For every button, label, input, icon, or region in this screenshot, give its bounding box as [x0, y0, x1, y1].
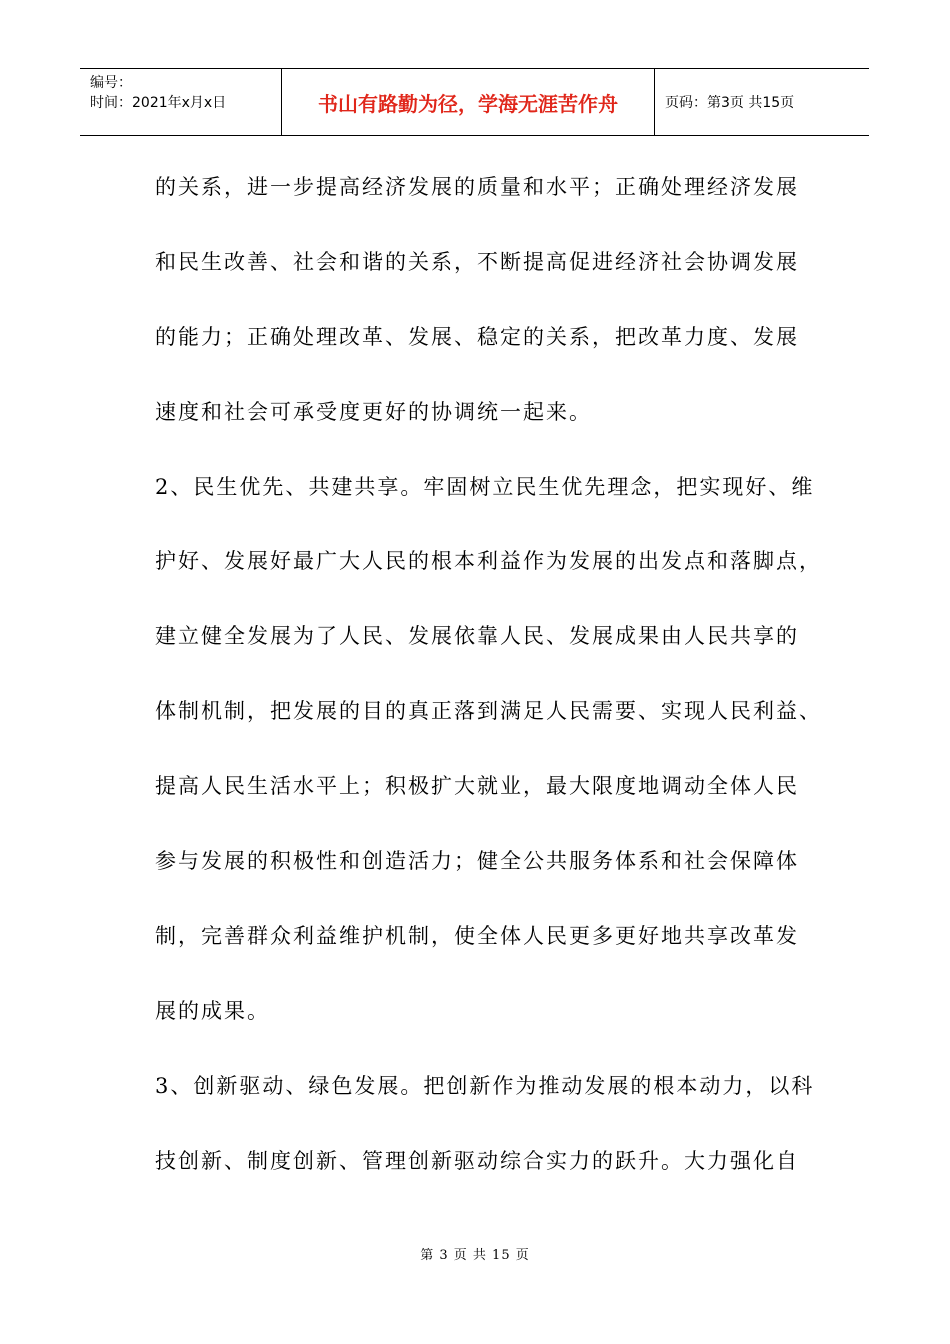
body-line: 制，完善群众利益维护机制，使全体人民更多更好地共享改革发: [155, 923, 799, 948]
page-footer: [0, 1244, 950, 1263]
body-line: 技创新、制度创新、管理创新驱动综合实力的跃升。大力强化自: [155, 1148, 799, 1173]
footer-page-number: 第 3 页 共 15 页: [420, 1248, 530, 1263]
body-line: 和民生改善、社会和谐的关系，不断提高促进经济社会协调发展: [155, 249, 799, 274]
body-line: 提高人民生活水平上；积极扩大就业，最大限度地调动全体人民: [155, 774, 799, 799]
header-slogan: 书山有路勤为径，学海无涯苦作舟: [318, 91, 618, 116]
body-line: 参与发展的积极性和创造活力；健全公共服务体系和社会保障体: [155, 849, 799, 874]
header-page-info: 页码：第3页 共15页: [665, 95, 795, 111]
body-line: 建立健全发展为了人民、发展依靠人民、发展成果由人民共享的: [155, 624, 799, 649]
document-number-label: 编号：: [90, 75, 132, 91]
page-header: [80, 68, 869, 136]
body-line: 的关系，进一步提高经济发展的质量和水平；正确处理经济发展: [155, 175, 799, 199]
body-line: 展的成果。: [155, 998, 270, 1023]
body-line: 护好、发展好最广大人民的根本利益作为发展的出发点和落脚点，: [155, 549, 822, 574]
document-date: 时间：2021年x月x日: [90, 95, 227, 111]
header-meta: [80, 69, 282, 135]
body-line: 体制机制，把发展的目的真正落到满足人民需要、实现人民利益、: [155, 699, 822, 724]
body-line: 3、创新驱动、绿色发展。把创新作为推动发展的根本动力，以科: [155, 1073, 815, 1098]
header-slogan-cell: [282, 69, 655, 135]
header-page-cell: [655, 69, 869, 135]
body-line: 速度和社会可承受度更好的协调统一起来。: [155, 399, 592, 424]
body-line: 2、民生优先、共建共享。牢固树立民生优先理念，把实现好、维: [155, 474, 815, 499]
document-body: [155, 150, 822, 1198]
body-line: 的能力；正确处理改革、发展、稳定的关系，把改革力度、发展: [155, 324, 799, 349]
